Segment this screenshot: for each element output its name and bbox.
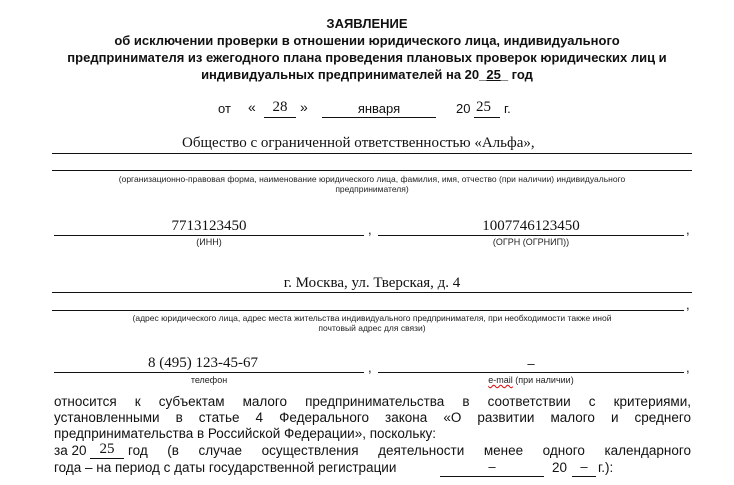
registration-year-suffix: г.): xyxy=(598,460,614,475)
subtitle-prefix: индивидуальных предпринимателей на 20_ xyxy=(201,67,487,82)
phone-email-separator: , xyxy=(368,360,372,375)
inn-label: (ИНН) xyxy=(196,237,222,247)
date-day-underline xyxy=(264,117,296,118)
organization-hint-line1: (организационно-правовая форма, наименование юридического лица, фамилия, имя, отчество (при наличии) индивидуального xyxy=(118,174,626,184)
document-title: ЗАЯВЛЕНИЕ xyxy=(326,16,408,31)
date-open-quote: « xyxy=(248,99,256,115)
inn-underline xyxy=(54,235,364,236)
email-value: – xyxy=(527,356,535,371)
body-line3: предпринимательства в Российской Федерации», поскольку: xyxy=(54,426,437,441)
date-year-value: 25 xyxy=(476,99,491,115)
date-day: 28 xyxy=(272,99,288,115)
organization-underline xyxy=(52,153,692,154)
phone-value: 8 (495) 123-45-67 xyxy=(148,355,258,371)
address-hint-line1: (адрес юридического лица, адрес места жительства индивидуального предпринимателя, при необходимости также иной xyxy=(132,313,612,323)
date-month-underline xyxy=(322,117,436,118)
subtitle-year: 25 xyxy=(486,67,501,82)
address-underline-2 xyxy=(52,310,684,311)
registration-date-value: – xyxy=(488,459,496,474)
registration-year-underline xyxy=(572,476,596,477)
date-close-quote: » xyxy=(300,99,308,115)
subtitle-suffix: _ год xyxy=(500,67,533,82)
organization-underline-2 xyxy=(52,170,692,171)
date-year-underline xyxy=(474,117,500,118)
organization-name: Общество с ограниченной ответственностью «Альфа», xyxy=(182,135,535,151)
document-subtitle-line2: предпринимателя из ежегодного плана проведения плановых проверок юридических лиц и xyxy=(67,50,667,65)
period-prefix: за 20 xyxy=(54,443,87,458)
email-label-suffix: (при наличии) xyxy=(512,375,574,385)
registration-year-prefix: 20 xyxy=(552,460,568,475)
inn-value: 7713123450 xyxy=(171,218,247,234)
phone-label: телефон xyxy=(190,375,228,385)
email-end-separator: , xyxy=(686,360,690,375)
email-label-word: e-mail xyxy=(488,375,513,385)
date-from-label: от xyxy=(218,101,231,116)
date-year-unit: г. xyxy=(504,101,511,116)
period-year: 25 xyxy=(99,441,115,457)
registration-date-underline xyxy=(440,476,544,477)
address-underline xyxy=(52,292,692,293)
period-rest: год (в случае осуществления деятельности менее одного календарного xyxy=(128,443,691,458)
organization-hint-line2: предпринимателя) xyxy=(335,184,409,194)
date-year-prefix: 20 xyxy=(456,101,471,116)
ogrn-end-separator: , xyxy=(686,222,690,237)
address-end-separator: , xyxy=(686,297,690,312)
period-year-underline xyxy=(90,458,124,459)
body-line1: относится к субъектам малого предпринимательства в соответствии с критериями, xyxy=(54,394,691,409)
document-subtitle-line1: об исключении проверки в отношении юридического лица, индивидуального xyxy=(114,33,620,48)
address-value: г. Москва, ул. Тверская, д. 4 xyxy=(283,275,461,291)
body-line2: установленными в статье 4 Федерального закона «О развитии малого и среднего xyxy=(54,410,691,425)
registration-text: года – на период с даты государственной регистрации xyxy=(54,460,397,475)
inn-ogrn-separator: , xyxy=(368,222,372,237)
registration-year-value: – xyxy=(580,459,588,474)
phone-underline xyxy=(54,372,364,373)
address-hint-line2: почтовый адрес для связи) xyxy=(318,323,426,333)
ogrn-label: (ОГРН (ОГРНИП)) xyxy=(492,237,570,247)
email-label xyxy=(378,375,684,385)
ogrn-underline xyxy=(378,235,684,236)
email-underline xyxy=(378,372,684,373)
date-month: января xyxy=(357,101,401,116)
ogrn-value: 1007746123450 xyxy=(482,218,580,234)
document-subtitle-line3 xyxy=(0,67,734,82)
